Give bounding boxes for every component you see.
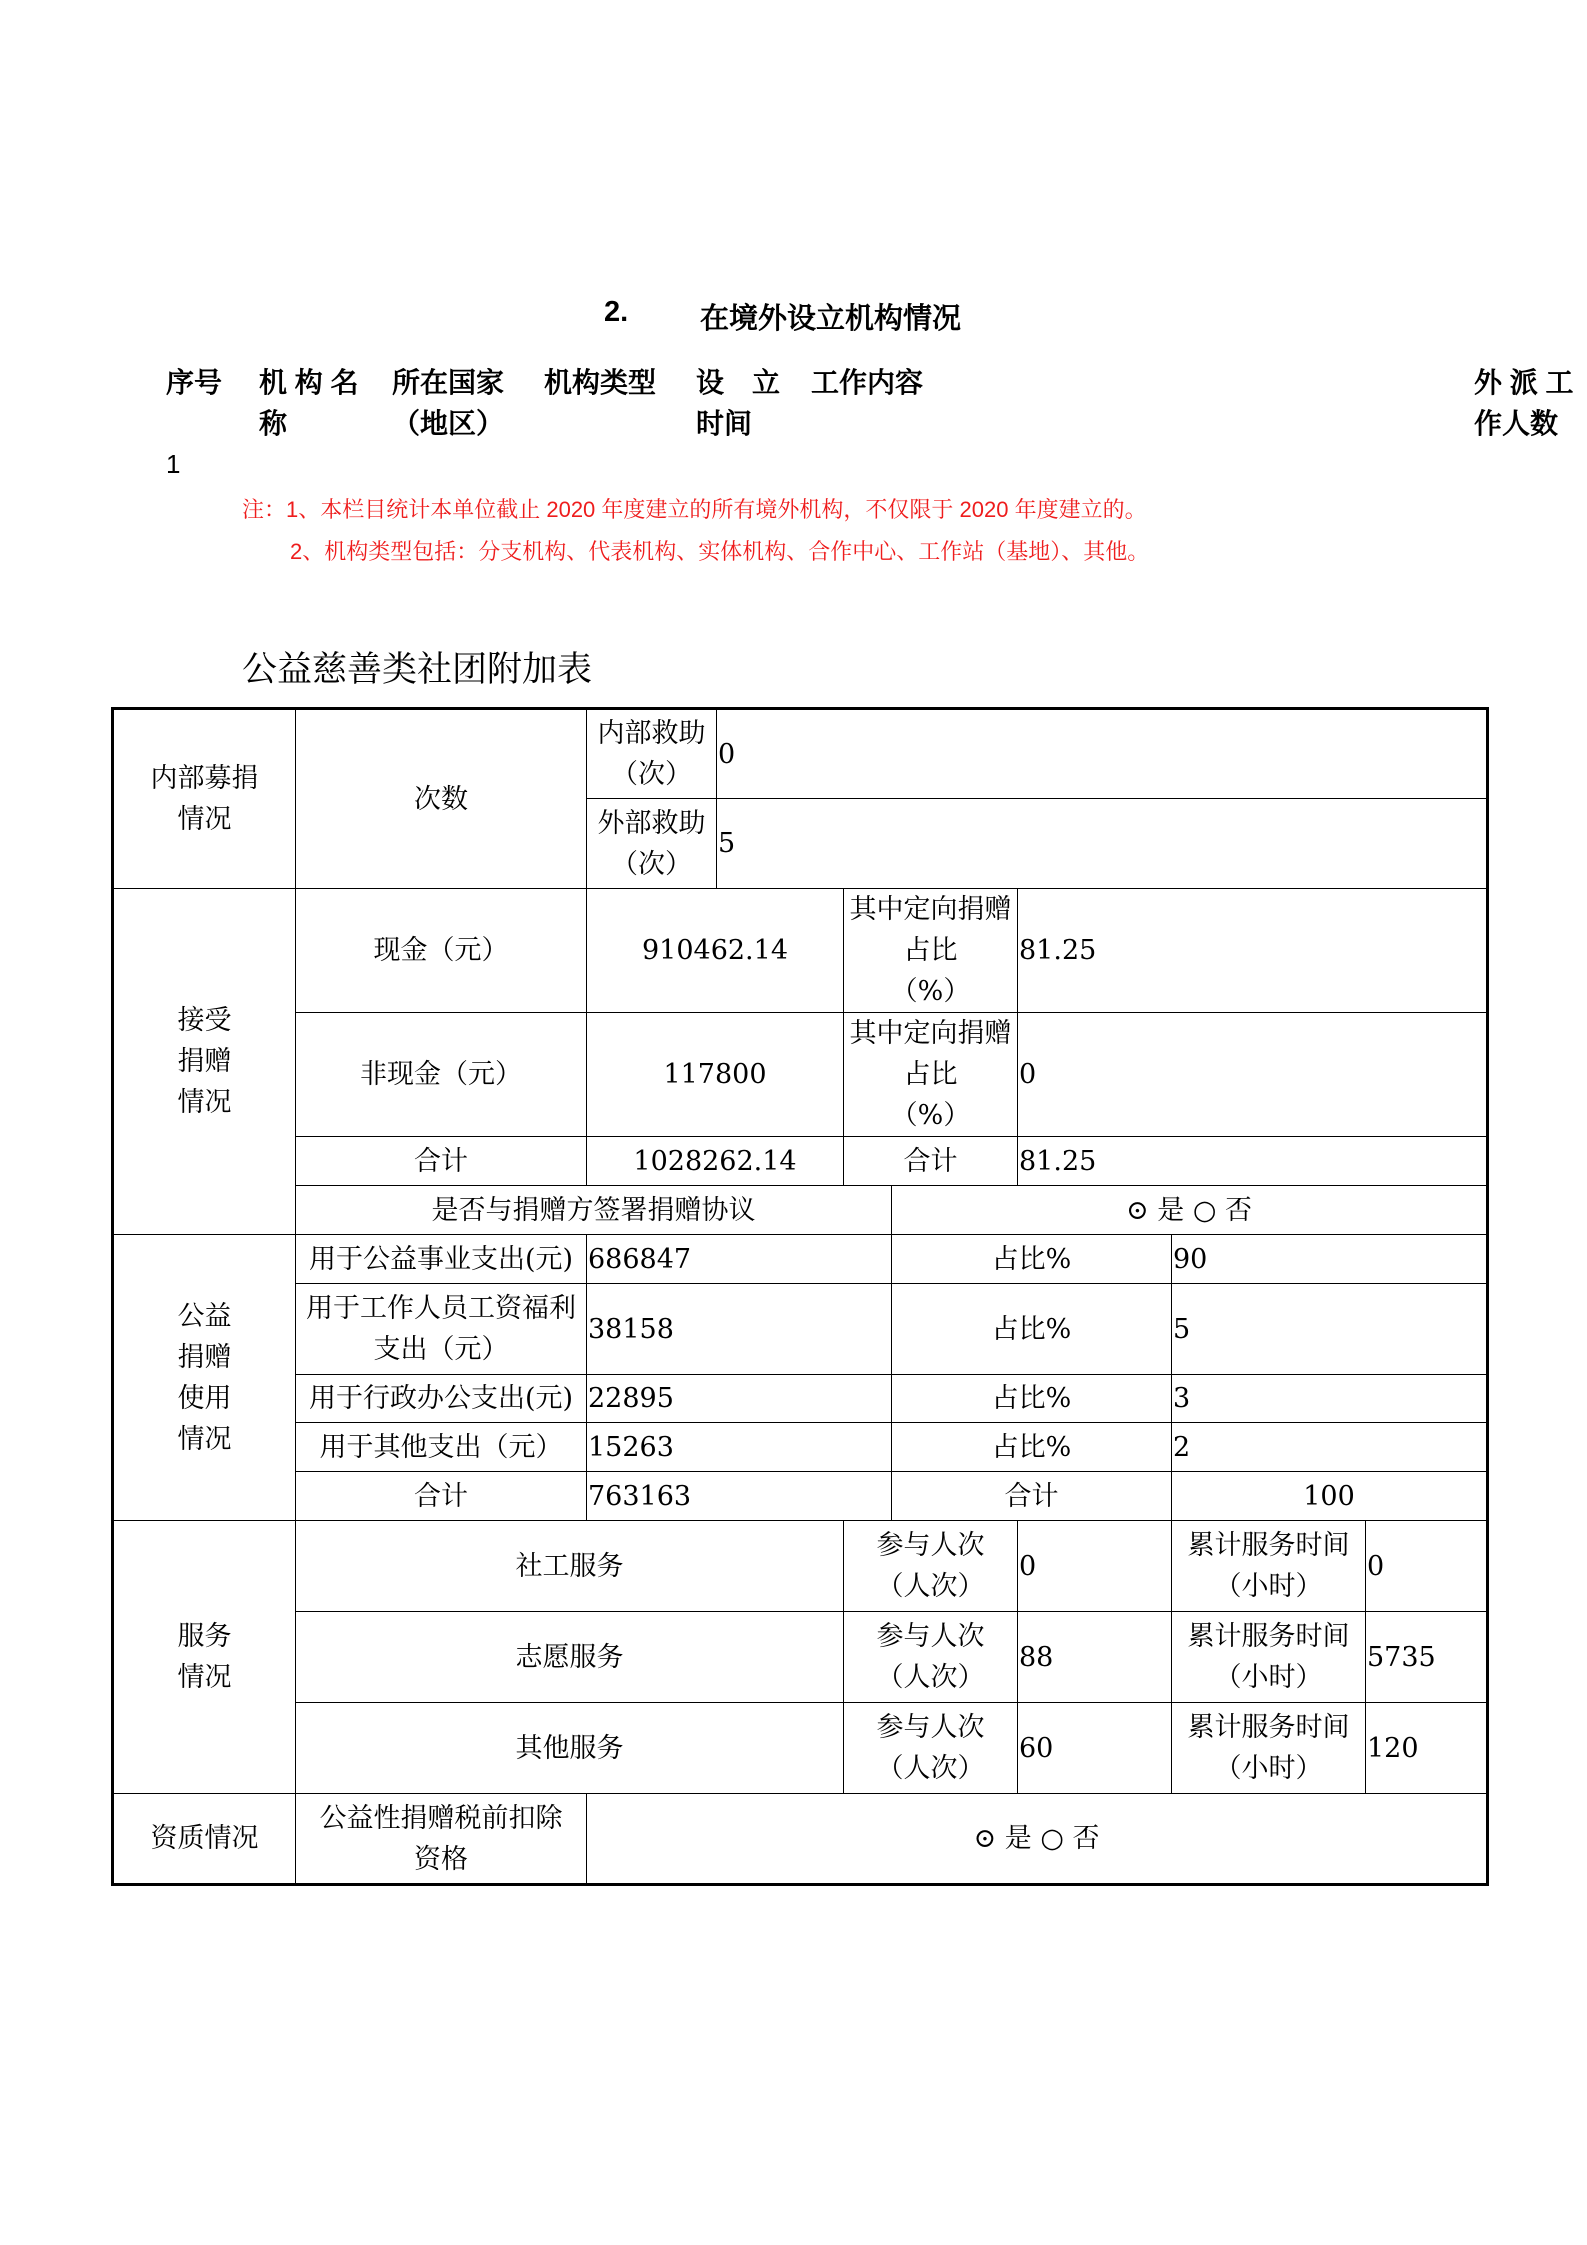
usage-total-value: 763163 [587,1472,892,1521]
usage-item-label: 用于工作人员工资福利 支出（元） [296,1284,587,1375]
cash-value: 910462.14 [587,889,844,1013]
noncash-directed-label: 其中定向捐赠占比 （%） [844,1013,1018,1137]
participants-value: 60 [1018,1703,1172,1794]
usage-ratio-total-label: 合计 [892,1472,1172,1521]
donations-total-label: 合计 [296,1137,587,1186]
section-title: 在境外设立机构情况 [700,303,962,335]
service-name: 其他服务 [296,1703,844,1794]
internal-aid-value: 0 [717,709,1488,799]
fundraising-label: 内部募捐 情况 [113,709,296,889]
usage-item-value: 22895 [587,1375,892,1423]
agreement-label: 是否与捐赠方签署捐赠协议 [296,1186,892,1235]
tax-deduction-label: 公益性捐赠税前扣除 资格 [296,1794,587,1885]
cash-directed-value: 81.25 [1018,889,1488,1013]
fundraising-count-label: 次数 [296,709,587,889]
external-aid-label: 外部救助 （次） [587,799,717,889]
usage-label: 公益 捐赠 使用 情况 [113,1235,296,1521]
note-2: 2、机构类型包括：分支机构、代表机构、实体机构、合作中心、工作站（基地）、其他。 [290,539,1150,564]
usage-ratio-label: 占比% [892,1284,1172,1375]
usage-item-value: 38158 [587,1284,892,1375]
usage-ratio-value: 5 [1172,1284,1488,1375]
noncash-value: 117800 [587,1013,844,1137]
col-header-type: 机构类型 [544,367,657,398]
usage-ratio-value: 2 [1172,1423,1488,1472]
directed-total-value: 81.25 [1018,1137,1488,1186]
usage-ratio-value: 3 [1172,1375,1488,1423]
charity-additional-table [111,707,1489,1886]
cash-label: 现金（元） [296,889,587,1013]
col-header-name: 机 构 名 称 [259,367,359,439]
hours-value: 0 [1366,1521,1488,1612]
donations-total-value: 1028262.14 [587,1137,844,1186]
hours-value: 5735 [1366,1612,1488,1703]
usage-ratio-label: 占比% [892,1375,1172,1423]
service-name: 志愿服务 [296,1612,844,1703]
usage-item-label: 用于其他支出（元） [296,1423,587,1472]
participants-label: 参与人次 （人次） [844,1521,1018,1612]
usage-item-value: 686847 [587,1235,892,1284]
cash-directed-label: 其中定向捐赠占比 （%） [844,889,1018,1013]
hours-label: 累计服务时间 （小时） [1172,1612,1366,1703]
services-label: 服务 情况 [113,1521,296,1794]
service-name: 社工服务 [296,1521,844,1612]
overseas-row-seq: 1 [166,449,181,479]
hours-label: 累计服务时间 （小时） [1172,1703,1366,1794]
donations-label: 接受 捐赠 情况 [113,889,296,1235]
usage-item-value: 15263 [587,1423,892,1472]
usage-ratio-label: 占比% [892,1235,1172,1284]
noncash-label: 非现金（元） [296,1013,587,1137]
hours-value: 120 [1366,1703,1488,1794]
col-header-date: 设 立 时间 [696,367,781,439]
col-header-seq: 序号 [166,367,223,398]
note-1: 注：1、本栏目统计本单位截止 2020 年度建立的所有境外机构，不仅限于 2020 年度建立的。 [242,497,1147,522]
col-header-staff: 外 派 工 作人数 [1474,367,1574,439]
usage-ratio-label: 占比% [892,1423,1172,1472]
usage-ratio-total-value: 100 [1172,1472,1488,1521]
col-header-content: 工作内容 [811,367,924,398]
tax-deduction-radio[interactable]: ⊙ 是 ○ 否 [587,1794,1488,1885]
hours-label: 累计服务时间 （小时） [1172,1521,1366,1612]
internal-aid-label: 内部救助 （次） [587,709,717,799]
usage-item-label: 用于公益事业支出(元) [296,1235,587,1284]
external-aid-value: 5 [717,799,1488,889]
usage-item-label: 用于行政办公支出(元) [296,1375,587,1423]
agreement-radio[interactable]: ⊙ 是 ○ 否 [892,1186,1488,1235]
participants-label: 参与人次 （人次） [844,1612,1018,1703]
qualification-label: 资质情况 [113,1794,296,1885]
directed-total-label: 合计 [844,1137,1018,1186]
table-title: 公益慈善类社团附加表 [242,650,593,690]
participants-value: 0 [1018,1521,1172,1612]
participants-label: 参与人次 （人次） [844,1703,1018,1794]
participants-value: 88 [1018,1612,1172,1703]
section-number: 2. [604,296,629,328]
usage-total-label: 合计 [296,1472,587,1521]
noncash-directed-value: 0 [1018,1013,1488,1137]
usage-ratio-value: 90 [1172,1235,1488,1284]
col-header-country: 所在国家 （地区） [392,367,505,439]
